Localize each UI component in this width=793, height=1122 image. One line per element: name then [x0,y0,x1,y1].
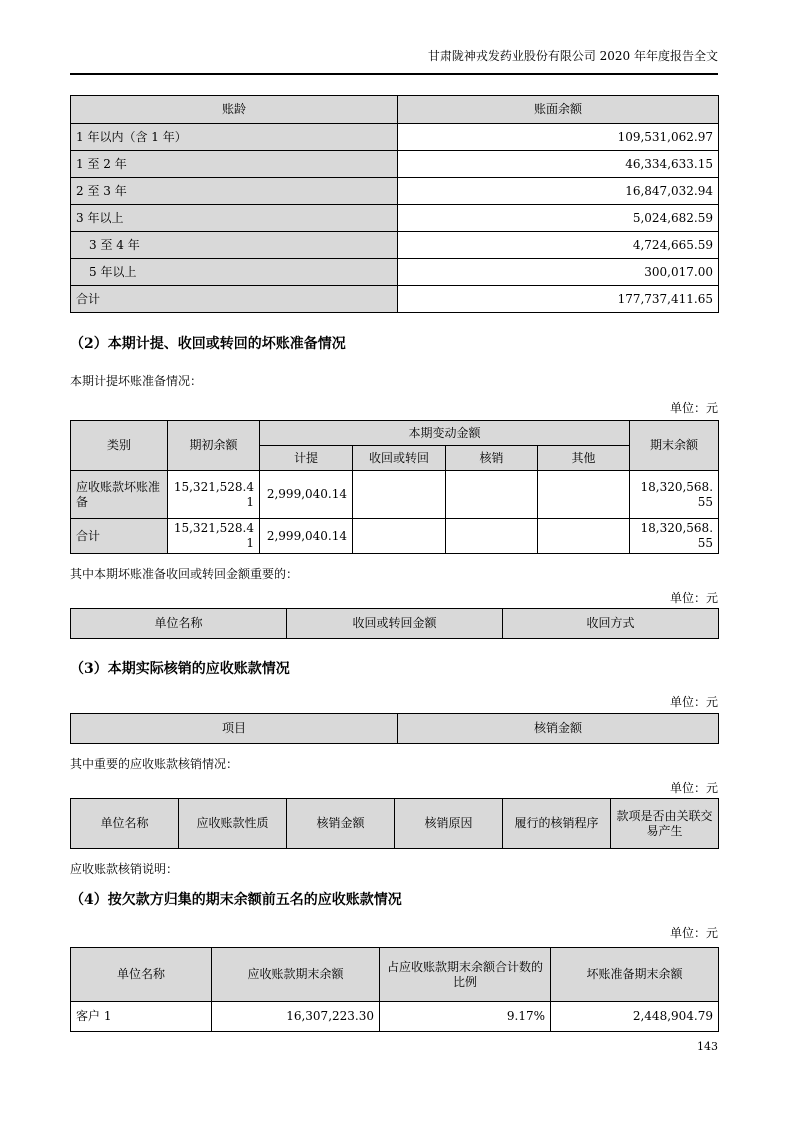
aging-total-value-cell: 177,737,411.65 [398,286,719,313]
col-header-ratio: 占应收账款期末余额合计数的比例 [380,948,551,1002]
aging-label-cell: 3 年以上 [71,205,398,232]
provision-table [70,420,719,554]
top5-baddebt-cell: 2,448,904.79 [551,1002,719,1032]
important-writeoff-table [70,798,719,849]
col-header-other: 其他 [538,446,630,471]
table-row [71,205,719,232]
col-header-unit-name: 单位名称 [71,948,212,1002]
provision-writeoff-cell [446,519,538,554]
aging-value-cell: 300,017.00 [398,259,719,286]
recovery-table [70,608,719,639]
provision-recovery-cell [353,519,446,554]
table-row [71,232,719,259]
col-header-recovery-method: 收回方式 [503,609,719,639]
section2-heading: （2）本期计提、收回或转回的坏账准备情况 [70,336,346,352]
table-total-row [71,519,719,554]
top5-table [70,947,719,1032]
provision-closing-cell: 18,320,568.55 [630,519,719,554]
section3-heading: （3）本期实际核销的应收账款情况 [70,661,290,677]
table-row [71,1002,719,1032]
col-header-item: 项目 [71,714,398,744]
col-header-related-party: 款项是否由关联交易产生 [611,799,719,849]
table-header-row [71,714,719,744]
col-header-ending-balance: 应收账款期末余额 [212,948,380,1002]
col-header-baddebt-balance: 坏账准备期末余额 [551,948,719,1002]
col-header-writeoff-amount: 核销金额 [398,714,719,744]
col-header-unit-name: 单位名称 [71,799,179,849]
aging-value-cell: 46,334,633.15 [398,151,719,178]
writeoff-explain-note: 应收账款核销说明： [70,862,179,876]
writeoff-table [70,713,719,744]
provision-total-label-cell: 合计 [71,519,168,554]
col-header-aging: 账龄 [71,96,398,124]
col-header-unit-name: 单位名称 [71,609,287,639]
unit-label: 单位：元 [669,695,718,709]
table-row [71,471,719,519]
table-total-row [71,286,719,313]
col-header-category: 类别 [71,421,168,471]
col-header-change-group: 本期变动金额 [260,421,630,446]
section4-heading: （4）按欠款方归集的期末余额前五名的应收账款情况 [70,892,402,908]
important-writeoff-note: 其中重要的应收账款核销情况： [70,757,239,771]
provision-recovery-cell [353,471,446,519]
aging-total-label-cell: 合计 [71,286,398,313]
aging-value-cell: 4,724,665.59 [398,232,719,259]
provision-accrual-cell: 2,999,040.14 [260,471,353,519]
aging-label-cell: 1 至 2 年 [71,151,398,178]
col-header-opening: 期初余额 [168,421,260,471]
top5-balance-cell: 16,307,223.30 [212,1002,380,1032]
aging-value-cell: 109,531,062.97 [398,124,719,151]
col-header-recovery-amount: 收回或转回金额 [287,609,503,639]
provision-closing-cell: 18,320,568.55 [630,471,719,519]
provision-other-cell [538,519,630,554]
section2-intro-note: 本期计提坏账准备情况： [70,374,203,388]
page-content [70,0,718,1032]
page-number: 143 [697,1040,718,1053]
table-header-row [71,948,719,1002]
aging-label-cell: 2 至 3 年 [71,178,398,205]
aging-table [70,95,719,313]
provision-category-cell: 应收账款坏账准备 [71,471,168,519]
table-header-row [71,609,719,639]
aging-label-cell: 1 年以内（含 1 年） [71,124,398,151]
provision-opening-cell: 15,321,528.41 [168,519,260,554]
col-header-accrual: 计提 [260,446,353,471]
provision-writeoff-cell [446,471,538,519]
col-header-balance: 账面余额 [398,96,719,124]
col-header-nature: 应收账款性质 [179,799,287,849]
unit-label: 单位：元 [669,591,718,605]
table-header-row [71,799,719,849]
top5-name-cell: 客户 1 [71,1002,212,1032]
table-row [71,178,719,205]
recovery-note: 其中本期坏账准备收回或转回金额重要的： [70,567,299,581]
provision-other-cell [538,471,630,519]
aging-value-cell: 16,847,032.94 [398,178,719,205]
col-header-writeoff: 核销 [446,446,538,471]
col-header-recovery: 收回或转回 [353,446,446,471]
document-header-title: 甘肃陇神戎发药业股份有限公司 2020 年年度报告全文 [70,47,718,75]
provision-accrual-cell: 2,999,040.14 [260,519,353,554]
table-row [71,259,719,286]
aging-value-cell: 5,024,682.59 [398,205,719,232]
col-header-reason: 核销原因 [395,799,503,849]
unit-label: 单位：元 [669,926,718,940]
top5-ratio-cell: 9.17% [380,1002,551,1032]
aging-label-cell: 3 至 4 年 [71,232,398,259]
table-row [71,124,719,151]
table-header-row [71,421,719,446]
table-row [71,151,719,178]
table-header-row [71,96,719,124]
provision-opening-cell: 15,321,528.41 [168,471,260,519]
aging-label-cell: 5 年以上 [71,259,398,286]
col-header-procedure: 履行的核销程序 [503,799,611,849]
col-header-closing: 期末余额 [630,421,719,471]
unit-label: 单位：元 [669,401,718,415]
col-header-amount: 核销金额 [287,799,395,849]
unit-label: 单位：元 [669,781,718,795]
